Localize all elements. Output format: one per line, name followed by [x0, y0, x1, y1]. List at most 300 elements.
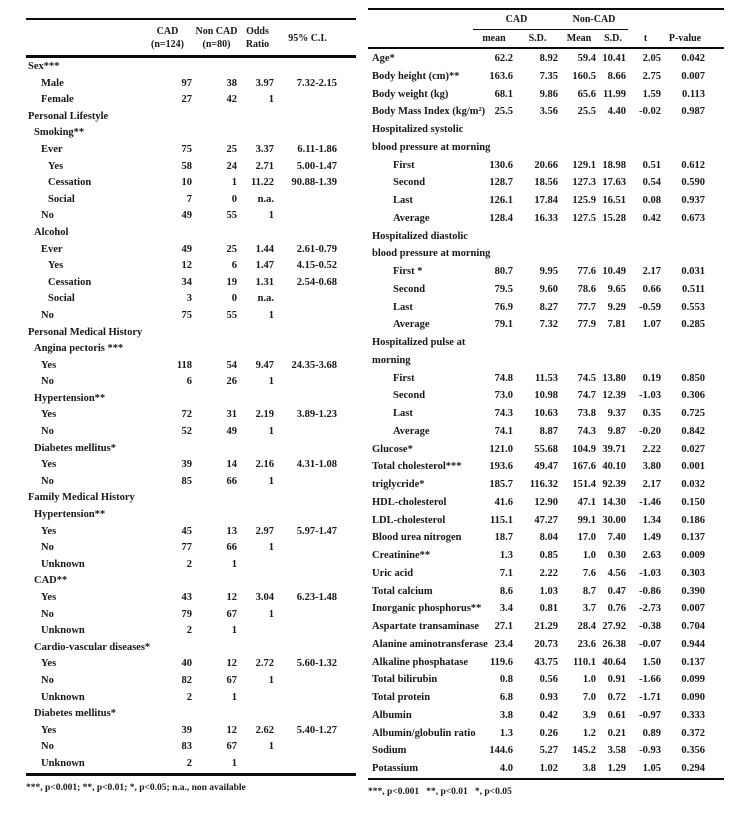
- cell-noncad-count: 31: [226, 409, 237, 421]
- row-label: Unknown: [41, 691, 85, 703]
- table-row: [368, 707, 724, 725]
- cell-noncad-count: [194, 706, 239, 723]
- cell-sd-noncad: 13.80: [602, 372, 626, 384]
- cell-t: -0.07: [639, 638, 661, 650]
- table-row: [368, 654, 724, 672]
- row-label: Uric acid: [372, 567, 414, 579]
- cell-t: -0.02: [639, 106, 661, 118]
- cell-cad-count: 3: [186, 293, 192, 305]
- cell-noncad-count: [194, 640, 239, 657]
- cell-ci: 4.15-0.52: [296, 260, 337, 272]
- cell-pvalue: 0.032: [681, 479, 705, 490]
- table-row: [26, 59, 356, 76]
- table-row: [26, 706, 356, 723]
- cell-cad-count: [141, 109, 194, 126]
- cell-cad-count: 52: [181, 426, 192, 438]
- cell-cad-count: 97: [181, 77, 192, 89]
- cell-sd-cad: 0.93: [539, 692, 558, 703]
- cell-noncad-count: 1: [231, 177, 237, 189]
- row-label: Ever: [41, 143, 63, 155]
- table-row: [26, 640, 356, 657]
- cell-t: 2.17: [642, 266, 661, 277]
- cell-filler: [339, 142, 356, 159]
- cell-noncad-count: 13: [226, 525, 237, 537]
- cell-ci: [276, 706, 339, 723]
- cell-noncad-count: 38: [226, 77, 237, 89]
- cell-mean-noncad: [560, 121, 598, 139]
- row-label: Total calcium: [372, 585, 433, 597]
- table-row: [368, 316, 724, 334]
- cell-cad-count: 12: [181, 260, 192, 272]
- cell-odds-ratio: 1: [268, 542, 274, 554]
- cell-t: -0.97: [639, 709, 661, 721]
- cell-sd-cad: [515, 245, 560, 263]
- cell-mean-cad: 68.1: [494, 88, 513, 100]
- cell-t: 0.54: [642, 177, 661, 189]
- cell-sd-cad: 8.27: [539, 301, 558, 313]
- cell-sd-noncad: 10.41: [602, 53, 626, 64]
- cell-pvalue: 0.612: [681, 159, 705, 171]
- cell-mean-cad: 23.4: [494, 638, 513, 650]
- cell-odds-ratio: 2.16: [255, 459, 274, 471]
- cell-noncad-count: 67: [226, 741, 237, 753]
- cell-pvalue: 0.099: [681, 674, 705, 686]
- cell-noncad-count: 55: [226, 309, 237, 321]
- cell-odds-ratio: 1: [268, 741, 274, 753]
- row-label: Yes: [48, 260, 64, 272]
- cell-cad-count: 2: [186, 757, 192, 769]
- cell-filler: [339, 706, 356, 723]
- table-row: [26, 656, 356, 673]
- cell-ci: 3.89-1.23: [296, 409, 337, 421]
- table-row: [26, 159, 356, 176]
- row-label: Yes: [41, 459, 57, 471]
- cell-pvalue: 0.137: [681, 532, 705, 544]
- cell-filler: [707, 228, 724, 246]
- table-row: [368, 742, 724, 760]
- cell-sd-cad: 17.84: [534, 195, 558, 206]
- cell-sd-cad: 0.85: [539, 550, 558, 561]
- cell-mean-noncad: [560, 139, 598, 157]
- table-row: [368, 529, 724, 547]
- cell-mean-cad: 130.6: [489, 159, 513, 171]
- cell-pvalue: [663, 121, 707, 139]
- cell-filler: [707, 458, 724, 476]
- row-label: Ever: [41, 243, 63, 255]
- cell-mean-cad: 185.7: [489, 479, 513, 490]
- cell-filler: [707, 50, 724, 68]
- cell-cad-count: 79: [181, 608, 192, 620]
- cell-filler: [339, 590, 356, 607]
- table-row: [368, 174, 724, 192]
- cell-pvalue: [663, 334, 707, 352]
- cell-filler: [707, 263, 724, 281]
- left-header-spacer: [26, 25, 141, 51]
- cell-ci: 5.40-1.27: [296, 724, 337, 736]
- cell-mean-cad: 144.6: [489, 745, 513, 757]
- cell-cad-count: 2: [186, 558, 192, 570]
- table-row: [26, 275, 356, 292]
- cell-filler: [707, 245, 724, 263]
- table-row: [368, 387, 724, 405]
- right-header-group-row: [368, 10, 724, 30]
- cell-odds-ratio: [239, 341, 276, 358]
- cell-filler: [339, 524, 356, 541]
- table-row: [26, 358, 356, 375]
- cell-sd-noncad: 9.29: [607, 301, 626, 313]
- cell-mean-noncad: 3.8: [582, 763, 596, 774]
- cell-filler: [339, 374, 356, 391]
- right-subheader-mean-cad: mean: [482, 33, 506, 44]
- cell-cad-count: [141, 640, 194, 657]
- cell-filler: [707, 210, 724, 228]
- row-label: Smoking**: [34, 127, 85, 139]
- row-label: Hospitalized pulse at: [372, 337, 466, 348]
- cell-filler: [707, 192, 724, 210]
- cell-ci: 2.54-0.68: [296, 276, 337, 288]
- cell-mean-cad: 128.7: [489, 177, 513, 189]
- cell-mean-noncad: 1.0: [582, 674, 596, 686]
- cell-sd-noncad: 11.99: [602, 88, 626, 100]
- cell-mean-noncad: 1.2: [582, 727, 596, 739]
- left-header-odds-ratio: [239, 25, 276, 51]
- cell-filler: [339, 275, 356, 292]
- cell-odds-ratio: n.a.: [257, 193, 274, 205]
- cell-sd-noncad: [598, 334, 628, 352]
- table-row: [368, 370, 724, 388]
- cell-sd-cad: [515, 228, 560, 246]
- left-header-cad-line2: (n=124): [151, 39, 184, 50]
- cell-mean-noncad: 77.9: [577, 319, 596, 331]
- table-row: [26, 739, 356, 756]
- table-row: [26, 441, 356, 458]
- cell-odds-ratio: [239, 490, 276, 507]
- cell-ci: [276, 739, 339, 756]
- table-row: [368, 210, 724, 228]
- table-row: [368, 476, 724, 494]
- cell-sd-noncad: [598, 139, 628, 157]
- cell-t: -1.03: [639, 390, 661, 402]
- table-row: [368, 441, 724, 459]
- row-label: Alanine aminotransferase: [372, 638, 488, 650]
- row-label: Unknown: [41, 625, 85, 637]
- cell-noncad-count: 1: [231, 625, 237, 637]
- right-header-group-filler: [707, 10, 724, 30]
- row-label: blood pressure at morning: [372, 141, 491, 153]
- row-label: Angina pectoris ***: [34, 343, 124, 355]
- cell-t: -0.38: [639, 621, 661, 632]
- table-row: [26, 225, 356, 242]
- cell-ci: [276, 640, 339, 657]
- cell-odds-ratio: 1: [268, 309, 274, 321]
- cell-sd-cad: 49.47: [534, 461, 558, 473]
- cell-t: 0.66: [642, 283, 661, 295]
- cell-sd-noncad: 30.00: [602, 514, 626, 526]
- t-test-table: [368, 8, 724, 797]
- cell-noncad-count: 26: [226, 376, 237, 388]
- cell-noncad-count: 1: [231, 558, 237, 570]
- cell-ci: [276, 540, 339, 557]
- cell-odds-ratio: [239, 706, 276, 723]
- cell-filler: [339, 557, 356, 574]
- cell-t: -0.93: [639, 745, 661, 757]
- row-label: Yes: [41, 658, 57, 670]
- cell-mean-cad: 126.1: [489, 195, 513, 206]
- right-table-footnote: ***, p<0.001 **, p<0.01 *, p<0.05: [368, 786, 512, 797]
- cell-ci: [276, 507, 339, 524]
- row-label: Yes: [41, 359, 57, 371]
- cell-pvalue: 0.390: [681, 585, 705, 597]
- cell-mean-cad: 74.8: [494, 372, 513, 384]
- cell-odds-ratio: 2.71: [255, 160, 274, 172]
- left-header-cad: [141, 25, 194, 51]
- left-header-ci: 95% C.I.: [288, 32, 327, 44]
- row-label: Alcohol: [34, 226, 69, 238]
- cell-mean-noncad: 104.9: [572, 443, 596, 455]
- cell-mean-noncad: [560, 334, 598, 352]
- table-row: [26, 125, 356, 142]
- cell-pvalue: 0.987: [681, 106, 705, 118]
- cell-filler: [707, 707, 724, 725]
- row-label: Average: [393, 425, 430, 437]
- table-row: [26, 242, 356, 259]
- cell-noncad-count: 12: [226, 592, 237, 603]
- cell-mean-cad: [473, 245, 515, 263]
- row-label: Female: [41, 94, 74, 106]
- cell-mean-noncad: [560, 228, 598, 246]
- cell-mean-noncad: 129.1: [572, 159, 596, 171]
- row-label: Age*: [372, 53, 395, 64]
- cell-pvalue: 0.090: [681, 692, 705, 703]
- cell-mean-cad: 76.9: [494, 301, 513, 313]
- table-row: [26, 325, 356, 342]
- left-table-header: [26, 18, 356, 58]
- cell-sd-noncad: 4.56: [607, 567, 626, 579]
- cell-pvalue: [663, 228, 707, 246]
- cell-filler: [339, 656, 356, 673]
- cell-cad-count: 83: [181, 741, 192, 753]
- cell-t: [628, 352, 663, 370]
- cell-filler: [707, 689, 724, 707]
- cell-t: 1.34: [642, 514, 661, 526]
- cell-mean-cad: [473, 352, 515, 370]
- cell-pvalue: 0.007: [681, 70, 705, 82]
- table-row: [26, 391, 356, 408]
- cell-odds-ratio: 2.72: [255, 658, 274, 670]
- cell-sd-cad: 9.60: [539, 283, 558, 295]
- cell-sd-noncad: 27.92: [602, 621, 626, 632]
- cell-mean-cad: [473, 121, 515, 139]
- left-table-body: [26, 58, 356, 776]
- cell-noncad-count: [194, 507, 239, 524]
- cell-mean-cad: [473, 228, 515, 246]
- left-header-odds-line1: Odds: [246, 26, 269, 37]
- row-label: No: [41, 210, 54, 222]
- right-header-spacer: [368, 10, 473, 30]
- cell-t: 1.49: [642, 532, 661, 544]
- row-label: Diabetes mellitus*: [34, 442, 116, 454]
- cell-mean-cad: 41.6: [494, 496, 513, 508]
- cell-ci: [276, 490, 339, 507]
- table-row: [26, 607, 356, 624]
- cell-ci: [276, 109, 339, 126]
- cell-ci: [276, 225, 339, 242]
- cell-t: [628, 228, 663, 246]
- cell-mean-noncad: 8.7: [582, 585, 596, 597]
- table-row: [26, 291, 356, 308]
- table-row: [368, 494, 724, 512]
- cell-t: 0.19: [642, 372, 661, 384]
- cell-ci: 5.60-1.32: [296, 658, 337, 670]
- cell-odds-ratio: 1.44: [255, 243, 274, 255]
- row-label: Second: [393, 390, 426, 402]
- cell-pvalue: 0.306: [681, 390, 705, 402]
- cell-odds-ratio: [239, 557, 276, 574]
- cell-mean-noncad: 145.2: [572, 745, 596, 757]
- cell-mean-cad: 119.6: [489, 656, 513, 668]
- cell-sd-cad: 55.68: [534, 443, 558, 455]
- cell-pvalue: 0.842: [681, 425, 705, 437]
- cell-mean-cad: 27.1: [494, 621, 513, 632]
- table-row: [26, 192, 356, 209]
- row-label: Glucose*: [372, 443, 413, 455]
- row-label: No: [41, 309, 54, 321]
- cell-noncad-count: 67: [226, 608, 237, 620]
- cell-sd-cad: [515, 139, 560, 157]
- cell-cad-count: 45: [181, 525, 192, 537]
- table-row: [368, 121, 724, 139]
- cell-noncad-count: 12: [226, 658, 237, 670]
- cell-ci: [276, 673, 339, 690]
- cell-ci: [276, 374, 339, 391]
- cell-filler: [339, 756, 356, 773]
- table-row: [368, 512, 724, 530]
- cell-filler: [707, 760, 724, 778]
- cell-sd-cad: 21.29: [534, 621, 558, 632]
- row-label: Albumin/globulin ratio: [372, 727, 476, 739]
- cell-noncad-count: [194, 125, 239, 142]
- cell-sd-cad: 20.73: [534, 638, 558, 650]
- cell-filler: [707, 565, 724, 583]
- cell-pvalue: 0.186: [681, 514, 705, 526]
- cell-cad-count: [141, 125, 194, 142]
- cell-ci: [276, 474, 339, 491]
- row-label: blood pressure at morning: [372, 248, 491, 260]
- cell-sd-noncad: 92.39: [602, 479, 626, 490]
- cell-pvalue: 0.850: [681, 372, 705, 384]
- cell-mean-cad: [473, 139, 515, 157]
- table-row: [368, 671, 724, 689]
- cell-ci: 7.32-2.15: [296, 77, 337, 89]
- cell-filler: [707, 529, 724, 547]
- cell-mean-cad: 7.1: [499, 567, 513, 579]
- cell-odds-ratio: [239, 756, 276, 773]
- right-subheader-pvalue: P-value: [668, 33, 702, 44]
- cell-odds-ratio: 1: [268, 94, 274, 106]
- row-label: morning: [372, 354, 411, 366]
- cell-filler: [707, 86, 724, 104]
- cell-ci: [276, 424, 339, 441]
- cell-t: [628, 139, 663, 157]
- cell-filler: [707, 370, 724, 388]
- cell-sd-noncad: 8.66: [607, 70, 626, 82]
- cell-filler: [707, 103, 724, 121]
- cell-filler: [339, 474, 356, 491]
- cell-cad-count: 27: [181, 94, 192, 106]
- cell-t: 2.22: [642, 443, 661, 455]
- table-row: [368, 192, 724, 210]
- cell-odds-ratio: 2.62: [255, 724, 274, 736]
- right-subheader-filler: [707, 30, 724, 47]
- cell-mean-noncad: 7.0: [582, 692, 596, 703]
- cell-cad-count: 72: [181, 409, 192, 421]
- cell-filler: [339, 125, 356, 142]
- cell-sd-noncad: 18.98: [602, 159, 626, 171]
- cell-sd-cad: 5.27: [539, 745, 558, 757]
- right-header-subrow: [368, 30, 724, 49]
- cell-odds-ratio: [239, 109, 276, 126]
- cell-odds-ratio: 3.37: [255, 143, 274, 155]
- cell-odds-ratio: 2.97: [255, 525, 274, 537]
- cell-filler: [707, 618, 724, 636]
- cell-cad-count: 10: [181, 177, 192, 189]
- cell-sd-noncad: 0.47: [607, 585, 626, 597]
- cell-odds-ratio: 1: [268, 674, 274, 686]
- cell-noncad-count: 49: [226, 426, 237, 438]
- cell-sd-noncad: 9.37: [607, 408, 626, 419]
- cell-odds-ratio: 3.97: [255, 77, 274, 89]
- cell-filler: [339, 607, 356, 624]
- table-row: [368, 157, 724, 175]
- cell-odds-ratio: [239, 573, 276, 590]
- row-label: No: [41, 674, 54, 686]
- cell-odds-ratio: [239, 507, 276, 524]
- cell-sd-cad: 0.42: [539, 709, 558, 721]
- cell-pvalue: 0.042: [681, 53, 705, 64]
- row-label: Average: [393, 319, 430, 331]
- cell-pvalue: 0.511: [681, 283, 705, 295]
- cell-filler: [339, 192, 356, 209]
- cell-mean-noncad: 65.6: [577, 88, 596, 100]
- row-label: Cardio-vascular diseases*: [34, 641, 151, 653]
- table-row: [26, 507, 356, 524]
- cell-sd-cad: 8.04: [539, 532, 558, 544]
- row-label: Last: [393, 408, 413, 419]
- cell-t: 2.75: [642, 70, 661, 82]
- cell-pvalue: 0.372: [681, 727, 705, 739]
- row-label: Yes: [41, 525, 57, 537]
- cell-ci: [276, 192, 339, 209]
- cell-filler: [707, 476, 724, 494]
- table-row: [368, 636, 724, 654]
- cell-ci: [276, 92, 339, 109]
- cell-ci: 5.97-1.47: [296, 525, 337, 537]
- cell-noncad-count: 54: [226, 359, 237, 371]
- cell-sd-noncad: 10.49: [602, 266, 626, 277]
- cell-mean-noncad: 59.4: [577, 53, 596, 64]
- cell-filler: [339, 407, 356, 424]
- cell-sd-noncad: 7.40: [607, 532, 626, 544]
- cell-sd-cad: [515, 334, 560, 352]
- row-label: Body weight (kg): [372, 88, 449, 100]
- cell-filler: [339, 92, 356, 109]
- cell-ci: [276, 325, 339, 342]
- cell-sd-noncad: 3.58: [607, 745, 626, 757]
- cell-filler: [339, 76, 356, 93]
- cell-mean-cad: 18.7: [494, 532, 513, 544]
- cell-sd-cad: 7.32: [539, 319, 558, 331]
- row-label: Creatinine**: [372, 550, 431, 561]
